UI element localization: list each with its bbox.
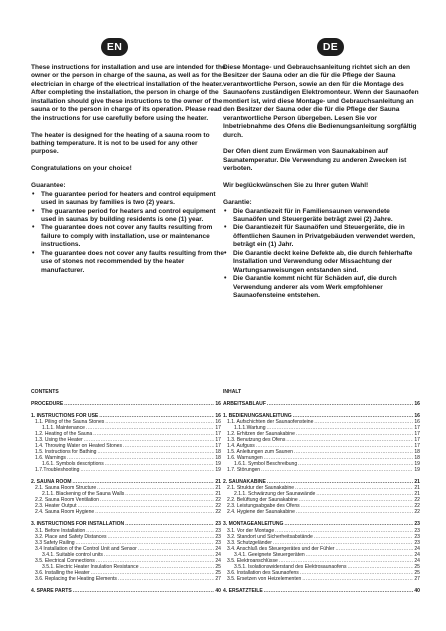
toc-entry-title: 1.5. Instructions for Bathing — [35, 448, 97, 455]
toc-entry-title: 2.1.1. Schwärzung der Saunawände — [234, 491, 316, 498]
toc-entry-page: 21 — [414, 491, 420, 498]
toc-entry-title: 1.6. Warnings — [35, 454, 66, 461]
toc-entry — [31, 467, 221, 473]
toc-leader-dots — [302, 576, 413, 582]
toc-entry-title: 3.1. Before Installation — [35, 527, 86, 534]
toc-entry-page: 24 — [215, 545, 221, 552]
toc-leader-dots — [95, 509, 214, 515]
guarantee-item: • Die Garantiezeit für Saunaöfen und Steuergeräte, die in öffentlichen Saunen in Privatgebäuden verwendet werden, beträgt ein (1) Jahr. — [223, 224, 421, 249]
toc-entry-page: 25 — [414, 563, 420, 570]
toc-entry-page: 16 — [215, 412, 221, 419]
toc-leader-dots — [118, 576, 214, 582]
toc-entry-title: 1.4. Throwing Water on Heated Stones — [35, 442, 122, 449]
guarantee-item: • The guarantee does not cover any faults resulting from the use of stones not recommended by the heater manufacturer. — [31, 250, 227, 275]
toc-entry-page: 22 — [414, 509, 420, 516]
toc-entry-title: 1.2. Heating of the Sauna — [35, 430, 93, 437]
toc-entry-title: 3.5. Electrical Connections — [35, 557, 95, 564]
toc-entry-title: 4. SPARE PARTS — [31, 588, 72, 594]
toc-entry-page: 17 — [414, 436, 420, 443]
toc-entry-title: 1.5. Anleitungen zum Saunen — [227, 448, 293, 455]
toc-entry-title: 1.1.1. Maintenance — [42, 424, 85, 431]
toc-entry-page: 17 — [215, 430, 221, 437]
toc-entry-page: 22 — [215, 497, 221, 504]
toc-entry-page: 27 — [215, 575, 221, 582]
toc-entry-page: 16 — [215, 400, 221, 407]
toc-heading: CONTENTS — [31, 389, 59, 395]
toc-entry-title: 3.6. Installation des Saunaofens — [227, 569, 299, 576]
toc-entry-title: 3.3 Safety Railing — [35, 539, 75, 546]
toc-entry-title: 1.2. Erhitzen der Saunakabine — [227, 430, 295, 437]
congratulations-text: Wir beglückwünschen Sie zu Ihrer guten Wahl! — [223, 182, 369, 190]
toc-entry-page: 16 — [215, 418, 221, 425]
table-of-contents-de — [223, 389, 420, 594]
toc-leader-dots — [64, 401, 214, 407]
toc-entry-page: 18 — [215, 448, 221, 455]
toc-rows — [31, 401, 221, 595]
toc-entry-page: 22 — [414, 497, 420, 504]
toc-entry-page: 18 — [215, 454, 221, 461]
toc-entry-title: 2.4. Sauna Room Hygiene — [35, 509, 95, 516]
toc-entry — [31, 509, 221, 515]
toc-entry-title: 1.6.1. Symbol Beschreibung — [234, 461, 298, 468]
toc-entry-title: 3.6. Replacing the Heating Elements — [35, 575, 117, 582]
toc-entry-page: 40 — [414, 588, 420, 594]
toc-entry-title: 2.3. Heater Output — [35, 503, 77, 510]
toc-entry-title: 1.1. Piling of the Sauna Stones — [35, 418, 105, 425]
toc-entry-page: 19 — [215, 467, 221, 474]
toc-entry-title: 1. INSTRUCTIONS FOR USE — [31, 412, 99, 419]
language-badge-en: EN — [101, 38, 128, 56]
toc-entry-page: 18 — [414, 454, 420, 461]
toc-leader-dots — [267, 401, 413, 407]
toc-entry-page: 22 — [215, 503, 221, 510]
toc-entry-title: ARBEITSABLAUF — [223, 400, 266, 407]
intro-column-de — [223, 64, 421, 301]
intro-column-en — [31, 64, 227, 275]
toc-entry — [31, 401, 221, 407]
toc-entry — [223, 509, 420, 515]
toc-entry-page: 17 — [215, 442, 221, 449]
toc-entry-page: 23 — [215, 539, 221, 546]
intro-paragraph: These instructions for installation and use are intended for the owner or the person in charge of the sauna, as well as for the electrician in charge of the electrical installation of the heater. After completing the installation, the person in charge of the installation should give these instructions to the owner of the sauna or to the person in charge of its operation. Please read the instructions for use carefully before using the heater. — [31, 64, 226, 122]
toc-entry-page: 21 — [414, 485, 420, 492]
toc-entry-title: 2.3. Leistungsabgabe des Ofens — [227, 503, 300, 510]
toc-entry-title: 2.4. Hygiene der Saunakabine — [227, 509, 295, 516]
toc-entry-title: 4. ERSATZTEILE — [223, 588, 263, 594]
toc-leader-dots — [296, 509, 413, 515]
toc-entry — [223, 588, 420, 594]
toc-entry — [31, 576, 221, 582]
guarantee-title: Guarantee: — [31, 182, 66, 190]
toc-entry-title: 3.5. Elektroanschlüsse — [227, 557, 278, 564]
toc-entry-page: 21 — [215, 485, 221, 492]
intended-use-paragraph: The heater is designed for the heating of a sauna room to bathing temperature. It is not to be used for any other purpose. — [31, 131, 210, 156]
toc-entry-page: 23 — [414, 533, 420, 540]
toc-entry-page: 21 — [414, 479, 420, 486]
toc-entry-title: 2.2. Sauna Room Ventilation — [35, 497, 99, 504]
toc-entry-title: 3.6. Installing the Heater — [35, 569, 90, 576]
toc-entry-page: 17 — [215, 424, 221, 431]
toc-entry-page: 23 — [215, 527, 221, 534]
toc-entry-title: PROCEDURE — [31, 400, 64, 407]
toc-entry-title: 1.3. Benutzung des Ofens — [227, 436, 286, 443]
toc-entry-title: 1. BEDIENUNGSANLEITUNG — [223, 412, 292, 419]
toc-entry-title: 2. SAUNA ROOM — [31, 479, 72, 486]
toc-leader-dots — [80, 467, 214, 473]
guarantee-title: Garantie: — [223, 199, 252, 207]
toc-entry — [223, 401, 420, 407]
toc-entry-title: 1.6.1. Symbols descriptions — [42, 461, 104, 468]
toc-entry — [31, 588, 221, 594]
toc-entry-page: 17 — [414, 430, 420, 437]
toc-entry-page: 23 — [215, 533, 221, 540]
toc-entry-page: 24 — [414, 551, 420, 558]
toc-entry-page: 16 — [414, 412, 420, 419]
toc-entry-title: 3.2. Standort und Sicherheitsabstände — [227, 533, 313, 540]
toc-rows — [223, 401, 420, 595]
toc-heading: INHALT — [223, 389, 242, 395]
toc-leader-dots — [264, 588, 414, 594]
intro-paragraph: Diese Montage- und Gebrauchsanleitung richtet sich an den Besitzer der Sauna oder an die für die Pflege der Sauna verantwortliche Person, sowie an den für die Montage des Saunaofens zuständigen Elektromonteur. Wenn der Saunaofen montiert ist, wird diese Montage- und Gebrauchsanleitung an den Besitzer der Sauna oder die für die Pflege der Sauna verantwortliche Person übergeben. Lesen Sie vor Inbetriebnahme des Ofens die Bedienungsanleitung sorgfältig durch. — [223, 64, 419, 139]
toc-entry-title: 1.7.Troubleshooting — [35, 467, 80, 474]
guarantee-item: • Die Garantie kommt nicht für Schäden auf, die durch Verwendung anderer als vom Werk empfohlener Saunaofensteine entstehen. — [223, 275, 421, 300]
toc-entry-page: 25 — [215, 563, 221, 570]
toc-entry-page: 24 — [215, 551, 221, 558]
toc-entry-title: 1.3. Using the Heater — [35, 436, 83, 443]
toc-entry-page: 19 — [414, 467, 420, 474]
toc-entry-title: 1.1. Aufschichten der Saunaofensteine — [227, 418, 314, 425]
toc-entry-title: 1.1.1.Wartung — [234, 424, 266, 431]
toc-entry-page: 21 — [215, 491, 221, 498]
toc-entry-page: 23 — [215, 521, 221, 528]
toc-entry-page: 16 — [414, 418, 420, 425]
guarantee-list — [223, 208, 421, 301]
toc-entry-page: 24 — [414, 545, 420, 552]
toc-entry-page: 19 — [215, 461, 221, 468]
guarantee-item: • The guarantee period for heaters and control equipment used in saunas by building residents is one (1) year. — [31, 208, 227, 225]
toc-entry-title: 1.4. Aufguss — [227, 442, 255, 449]
toc-entry-title: 2.1. Sauna Room Structure — [35, 485, 97, 492]
toc-entry-title: 3.4.1. Geeignete Steuergeräten — [234, 551, 305, 558]
toc-entry-page: 25 — [414, 569, 420, 576]
toc-entry-title: 2.1. Struktur der Saunakabine — [227, 485, 295, 492]
toc-entry-title: 3. MONTAGEANLEITUNG — [223, 521, 284, 528]
toc-entry-title: 1.7. Störungen — [227, 467, 261, 474]
toc-entry-page: 23 — [414, 539, 420, 546]
toc-entry — [223, 467, 420, 473]
toc-entry-title: 3.5.1. Isolationswiderstand des Elektrosaunaofens — [234, 563, 347, 570]
toc-entry-page: 17 — [414, 424, 420, 431]
toc-entry-title: 3.5. Ersetzen von Heizelementen — [227, 575, 302, 582]
toc-entry-page: 27 — [414, 575, 420, 582]
guarantee-item: • The guarantee period for heaters and control equipment used in saunas by families is two (2) years. — [31, 191, 227, 208]
guarantee-item: • The guarantee does not cover any faults resulting from failure to comply with installation, use or maintenance instructions. — [31, 224, 227, 249]
toc-entry-title: 3.4.1. Suitable control units — [42, 551, 103, 558]
toc-entry-title: 2.2. Belüftung der Saunakabine — [227, 497, 298, 504]
guarantee-item: • Die Garantie deckt keine Defekte ab, die durch fehlerhafte Installation und Verwendung oder Missachtung der Wartungsanweisungen entstanden sind. — [223, 250, 421, 275]
toc-entry-page: 24 — [414, 557, 420, 564]
toc-entry-title: 1.6. Warnungen — [227, 454, 263, 461]
language-badge-de: DE — [317, 38, 344, 56]
toc-entry-page: 17 — [215, 436, 221, 443]
toc-entry-title: 3.4. Anschluß des Steuergerätes und der Fühler — [227, 545, 335, 552]
congratulations-text: Congratulations on your choice! — [31, 165, 132, 173]
toc-entry-page: 19 — [414, 461, 420, 468]
toc-leader-dots — [73, 588, 215, 594]
toc-entry-title: 3. INSTRUCTIONS FOR INSTALLATION — [31, 521, 125, 528]
toc-leader-dots — [261, 467, 413, 473]
toc-entry-page: 23 — [414, 521, 420, 528]
toc-entry-title: 3.5.1. Electric Heater Insulation Resistance — [42, 563, 139, 570]
guarantee-item: • Die Garantiezeit für in Familiensaunen verwendete Saunaöfen und Steuergeräte beträgt zwei (2) Jahre. — [223, 208, 421, 225]
toc-entry-page: 24 — [215, 557, 221, 564]
guarantee-list — [31, 191, 227, 276]
toc-entry-page: 17 — [414, 442, 420, 449]
toc-entry-title: 2.1.1. Blackening of the Sauna Walls — [42, 491, 125, 498]
toc-entry-page: 25 — [215, 569, 221, 576]
toc-entry-page: 21 — [215, 479, 221, 486]
table-of-contents-en — [31, 389, 221, 594]
toc-entry-title: 3.2. Place and Safety Distances — [35, 533, 107, 540]
toc-entry-page: 40 — [215, 588, 221, 594]
toc-entry-title: 3.4 Installation of the Control Unit and Sensor — [35, 545, 137, 552]
toc-entry-title: 3.1. Vor der Montage — [227, 527, 275, 534]
toc-entry-page: 22 — [414, 503, 420, 510]
toc-entry-title: 2. SAUNAKABINE — [223, 479, 266, 486]
toc-entry-page: 16 — [414, 400, 420, 407]
toc-entry-page: 18 — [414, 448, 420, 455]
toc-entry-page: 22 — [215, 509, 221, 516]
toc-entry — [223, 576, 420, 582]
toc-entry-title: 3.3. Schutzgeländer — [227, 539, 272, 546]
intended-use-paragraph: Der Ofen dient zum Erwärmen von Saunakabinen auf Saunatemperatur. Die Verwendung zu anderen Zwecken ist verboten. — [223, 148, 407, 173]
toc-entry-page: 23 — [414, 527, 420, 534]
